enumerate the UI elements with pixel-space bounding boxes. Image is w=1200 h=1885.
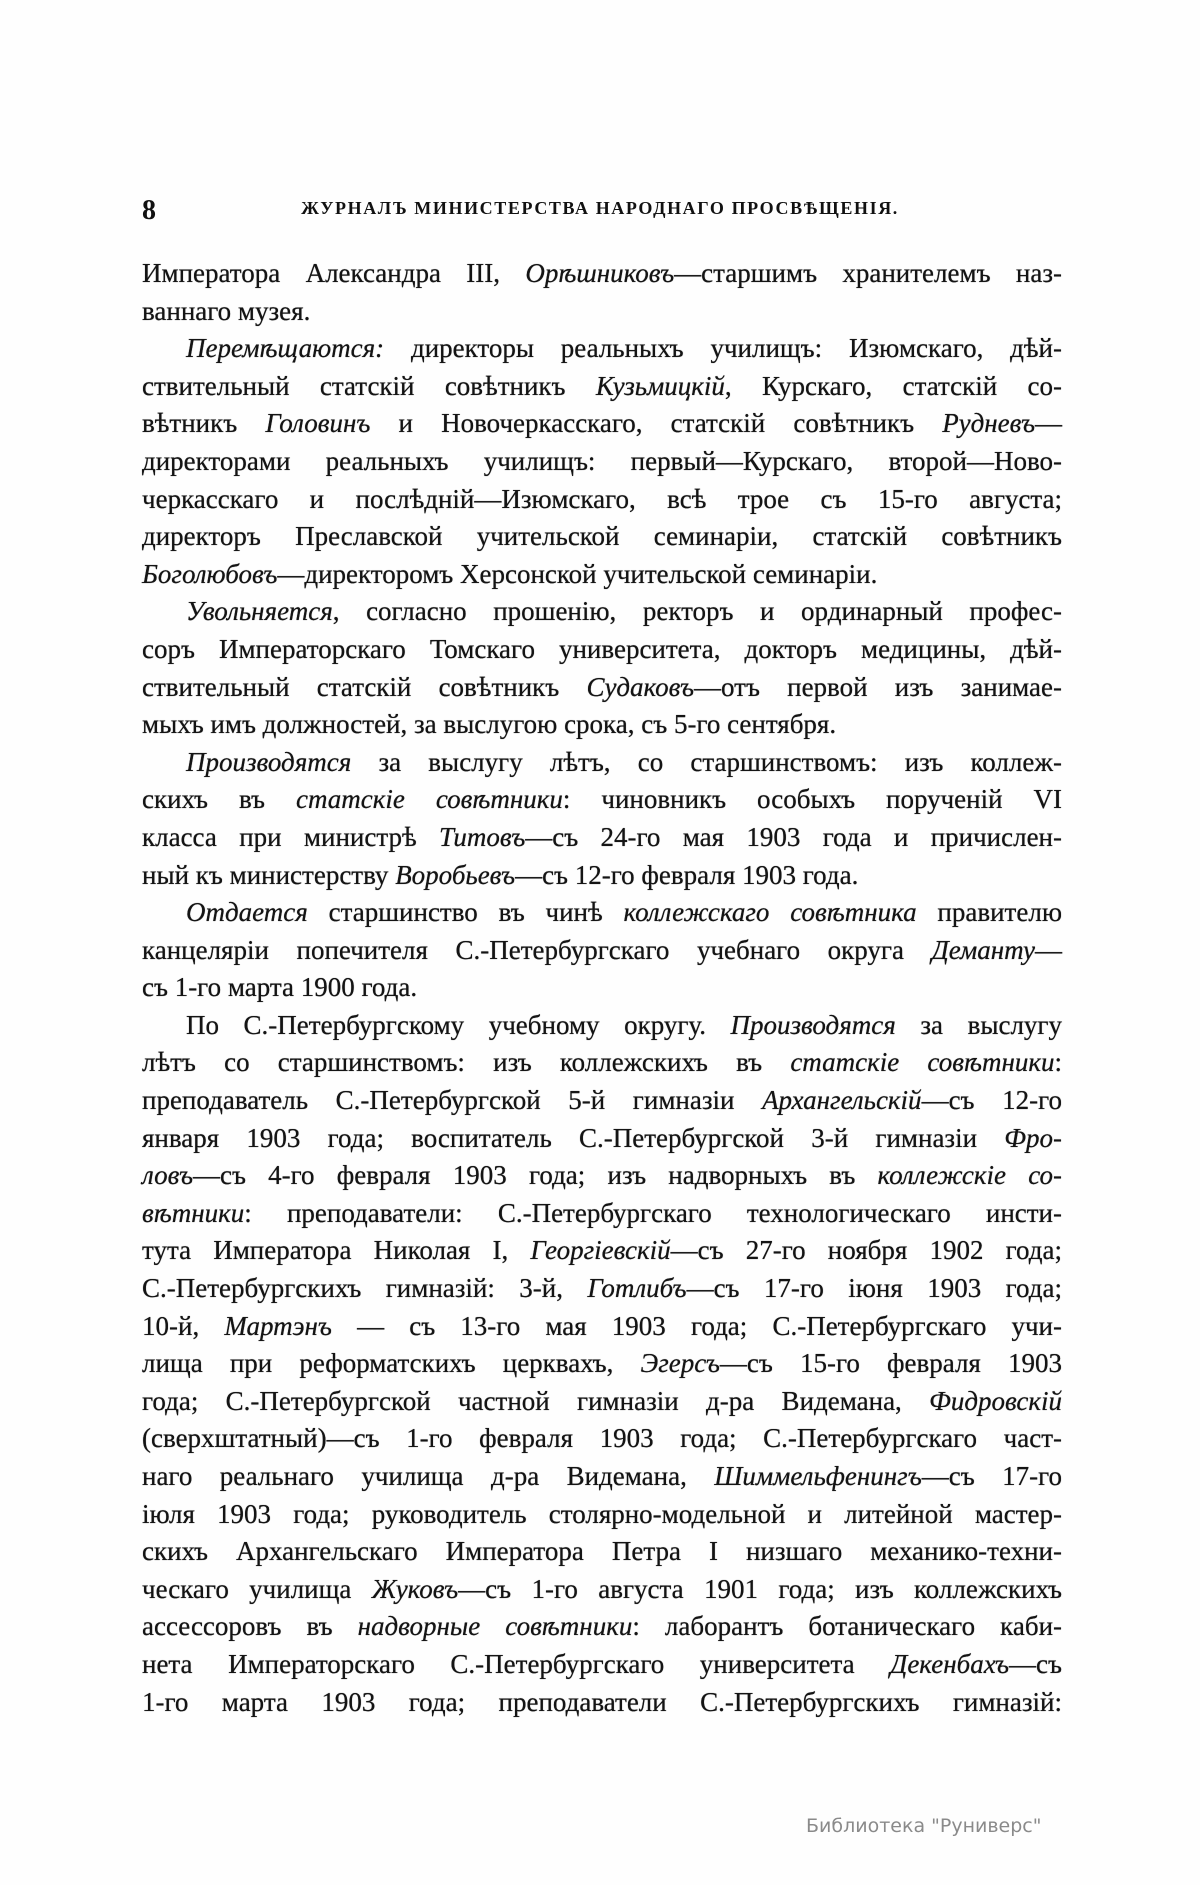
text-segment: ваннаго музея. bbox=[142, 295, 311, 326]
italic-text: Воробьевъ bbox=[395, 859, 516, 890]
text-segment: С.-Петербургскихъ гимназій: 3-й, bbox=[142, 1273, 588, 1304]
text-segment: января 1903 года; воспитатель С.-Петербургской 3-й гимназіи bbox=[142, 1122, 1005, 1153]
text-line bbox=[142, 518, 1062, 556]
text-line bbox=[142, 1458, 1062, 1496]
italic-text: коллежскіе со- bbox=[877, 1160, 1062, 1191]
italic-text: Головинъ bbox=[265, 408, 371, 439]
italic-text: Эгерсъ bbox=[640, 1348, 720, 1379]
text-line bbox=[142, 1646, 1062, 1684]
text-segment: —съ 17-го іюня 1903 года; bbox=[686, 1273, 1062, 1304]
text-segment: и Новочеркасскаго, статскій совѣтникъ bbox=[370, 408, 943, 439]
text-line bbox=[142, 669, 1062, 707]
text-line bbox=[142, 1571, 1062, 1609]
paragraph-first-line bbox=[142, 1007, 1062, 1045]
italic-text: Фро- bbox=[1004, 1122, 1062, 1153]
library-watermark: Библиотека "Руниверс" bbox=[806, 1815, 1042, 1837]
text-line bbox=[142, 1157, 1062, 1195]
text-segment: —съ 12-го bbox=[921, 1085, 1063, 1116]
text-line bbox=[142, 706, 1062, 744]
text-segment: —съ 4-го февраля 1903 года; изъ надворныхъ въ bbox=[192, 1160, 878, 1191]
italic-text: Готлибъ bbox=[587, 1273, 687, 1304]
text-segment: вѣтникъ bbox=[142, 408, 266, 439]
text-segment: директорами реальныхъ училищъ: первый—Курскаго, второй—Ново- bbox=[142, 445, 1062, 476]
paragraph-first-line bbox=[142, 593, 1062, 631]
text-line bbox=[142, 1684, 1062, 1722]
text-segment: за выслугу лѣтъ, со старшинствомъ: изъ коллеж- bbox=[351, 746, 1062, 777]
text-segment: —съ 12-го февраля 1903 года. bbox=[515, 859, 859, 890]
italic-text: статскіе совѣтники bbox=[295, 784, 563, 815]
italic-text: Рудневъ bbox=[942, 408, 1035, 439]
italic-text: статскіе совѣтники bbox=[790, 1047, 1055, 1078]
text-line bbox=[142, 1195, 1062, 1233]
text-segment: : bbox=[1054, 1047, 1062, 1078]
italic-text: Жуковъ bbox=[371, 1573, 459, 1604]
text-line bbox=[142, 932, 1062, 970]
italic-text: Декенбахъ bbox=[890, 1648, 1010, 1679]
text-segment: : лаборантъ ботаническаго каби- bbox=[632, 1611, 1063, 1642]
text-segment: —старшимъ хранителемъ наз- bbox=[674, 258, 1062, 288]
text-segment: ствительный статскій совѣтникъ bbox=[142, 671, 587, 702]
text-segment: скихъ Архангельскаго Императора Петра I низшаго механико-техни- bbox=[142, 1536, 1062, 1567]
text-line bbox=[142, 1496, 1062, 1534]
text-segment: съ 1-го марта 1900 года. bbox=[142, 972, 418, 1003]
italic-text: Увольняется bbox=[186, 596, 333, 627]
running-head: ЖУРНАЛЪ МИНИСТЕРСТВА НАРОДНАГО ПРОСВѢЩЕНІЯ. bbox=[301, 198, 899, 218]
text-segment: — bbox=[1035, 408, 1062, 439]
text-segment: іюля 1903 года; руководитель столярно-модельной и литейной мастер- bbox=[142, 1498, 1062, 1529]
italic-text: Шиммельфенингъ bbox=[714, 1461, 922, 1491]
italic-text: Кузьмицкій bbox=[595, 370, 725, 401]
text-line bbox=[142, 556, 1062, 594]
text-line bbox=[142, 1232, 1062, 1270]
text-segment: — bbox=[1035, 934, 1062, 965]
text-segment: наго реальнаго училища д-ра Видемана, bbox=[142, 1461, 715, 1491]
text-line bbox=[142, 405, 1062, 443]
italic-text: Мартэнъ bbox=[224, 1310, 332, 1341]
italic-text: коллежскаго совѣтника bbox=[623, 897, 917, 928]
text-segment: Императора Александра III, bbox=[142, 258, 526, 288]
text-segment: ческаго училища bbox=[142, 1573, 372, 1604]
text-segment: лища при реформатскихъ церквахъ, bbox=[142, 1348, 641, 1379]
text-segment: правителю bbox=[916, 897, 1062, 928]
text-line bbox=[142, 857, 1062, 895]
text-segment: директоръ Преславской учительской семинаріи, статскій совѣтникъ bbox=[142, 521, 1062, 552]
paragraph-first-line bbox=[142, 744, 1062, 782]
text-segment: —съ 1-го августа 1901 года; изъ коллежскихъ bbox=[458, 1573, 1062, 1604]
text-segment: , согласно прошенію, ректоръ и ординарный профес- bbox=[332, 596, 1062, 627]
paragraph-first-line bbox=[142, 894, 1062, 932]
italic-text: ловъ bbox=[142, 1160, 193, 1191]
text-line bbox=[142, 481, 1062, 519]
text-line bbox=[142, 819, 1062, 857]
text-line bbox=[142, 1420, 1062, 1458]
text-segment: ассессоровъ въ bbox=[142, 1611, 358, 1642]
text-segment: —съ 24-го мая 1903 года и причислен- bbox=[525, 821, 1063, 852]
text-segment: —отъ первой изъ занимае- bbox=[694, 671, 1062, 702]
italic-text: Георгіевскій bbox=[530, 1235, 671, 1266]
italic-text: надворные совѣтники bbox=[357, 1611, 633, 1642]
text-segment: за выслугу bbox=[895, 1009, 1062, 1040]
text-line bbox=[142, 1120, 1062, 1158]
text-segment: —съ 15-го февраля 1903 bbox=[719, 1348, 1062, 1379]
text-segment: класса при министрѣ bbox=[142, 821, 439, 852]
text-segment: : чиновникъ особыхъ порученій VI bbox=[562, 784, 1063, 815]
text-segment: 10-й, bbox=[142, 1310, 225, 1341]
italic-text: Судаковъ bbox=[586, 671, 695, 702]
text-line bbox=[142, 1383, 1062, 1421]
text-segment: черкасскаго и послѣдній—Изюмскаго, всѣ трое съ 15-го августа; bbox=[142, 483, 1062, 514]
text-segment: — съ 13-го мая 1903 года; С.-Петербургскаго учи- bbox=[331, 1310, 1062, 1341]
text-line bbox=[142, 1533, 1062, 1571]
text-line bbox=[142, 1082, 1062, 1120]
text-line bbox=[142, 1345, 1062, 1383]
text-segment: —съ bbox=[1009, 1648, 1062, 1679]
text-segment: —съ 27-го ноября 1902 года; bbox=[670, 1235, 1062, 1266]
text-line bbox=[142, 1608, 1062, 1646]
text-segment: скихъ въ bbox=[142, 784, 296, 815]
text-segment: 1-го марта 1903 года; преподаватели С.-Петербургскихъ гимназій: bbox=[142, 1686, 1062, 1717]
italic-text: Отдается bbox=[186, 897, 308, 928]
italic-text: Фидровскій bbox=[929, 1385, 1062, 1416]
text-segment: ствительный статскій совѣтникъ bbox=[142, 370, 596, 401]
text-segment: По С.-Петербургскому учебному округу. bbox=[186, 1009, 731, 1040]
text-segment: соръ Императорскаго Томскаго университета, докторъ медицины, дѣй- bbox=[142, 633, 1062, 664]
italic-text: Перемѣщаются: bbox=[186, 333, 385, 364]
text-line bbox=[142, 631, 1062, 669]
text-segment: года; С.-Петербургской частной гимназіи д-ра Видемана, bbox=[142, 1385, 930, 1416]
text-line bbox=[142, 781, 1062, 819]
italic-text: Деманту bbox=[931, 934, 1035, 965]
text-segment: лѣтъ со старшинствомъ: изъ коллежскихъ въ bbox=[142, 1047, 791, 1078]
italic-text: Производятся bbox=[730, 1009, 896, 1040]
italic-text: Орѣшниковъ bbox=[525, 258, 675, 288]
text-segment: нета Императорскаго С.-Петербургскаго университета bbox=[142, 1648, 891, 1679]
text-segment: (сверхштатный)—съ 1-го февраля 1903 года; С.-Петербургскаго част- bbox=[142, 1423, 1062, 1454]
page-number: 8 bbox=[142, 195, 156, 226]
text-segment: старшинство въ чинѣ bbox=[307, 897, 624, 928]
italic-text: вѣтники bbox=[142, 1197, 245, 1228]
italic-text: Титовъ bbox=[438, 821, 526, 852]
text-line bbox=[142, 1044, 1062, 1082]
text-line bbox=[142, 368, 1062, 406]
text-line bbox=[142, 255, 1062, 293]
text-segment: , Курскаго, статскій со- bbox=[724, 370, 1062, 401]
italic-text: Боголюбовъ bbox=[142, 558, 278, 589]
text-segment: тута Императора Николая I, bbox=[142, 1235, 531, 1266]
text-segment: —директоромъ Херсонской учительской семинаріи. bbox=[277, 558, 878, 589]
text-segment: —съ 17-го bbox=[921, 1461, 1062, 1491]
italic-text: Производятся bbox=[186, 746, 352, 777]
text-segment: мыхъ имъ должностей, за выслугою срока, съ 5-го сентября. bbox=[142, 709, 837, 740]
text-segment: канцеляріи попечителя С.-Петербургскаго учебнаго округа bbox=[142, 934, 932, 965]
text-line bbox=[142, 1308, 1062, 1346]
text-segment: преподаватель С.-Петербургской 5-й гимназіи bbox=[142, 1085, 763, 1116]
paragraph-first-line bbox=[142, 330, 1062, 368]
text-segment: : преподаватели: С.-Петербургскаго технологическаго инсти- bbox=[244, 1197, 1062, 1228]
italic-text: Архангельскій bbox=[762, 1085, 922, 1116]
text-line bbox=[142, 443, 1062, 481]
text-segment: директоры реальныхъ училищъ: Изюмскаго, дѣй- bbox=[384, 333, 1062, 364]
text-line bbox=[142, 293, 1062, 331]
text-line bbox=[142, 969, 1062, 1007]
body-text bbox=[142, 255, 1062, 1721]
text-line bbox=[142, 1270, 1062, 1308]
text-segment: ный къ министерству bbox=[142, 859, 396, 890]
